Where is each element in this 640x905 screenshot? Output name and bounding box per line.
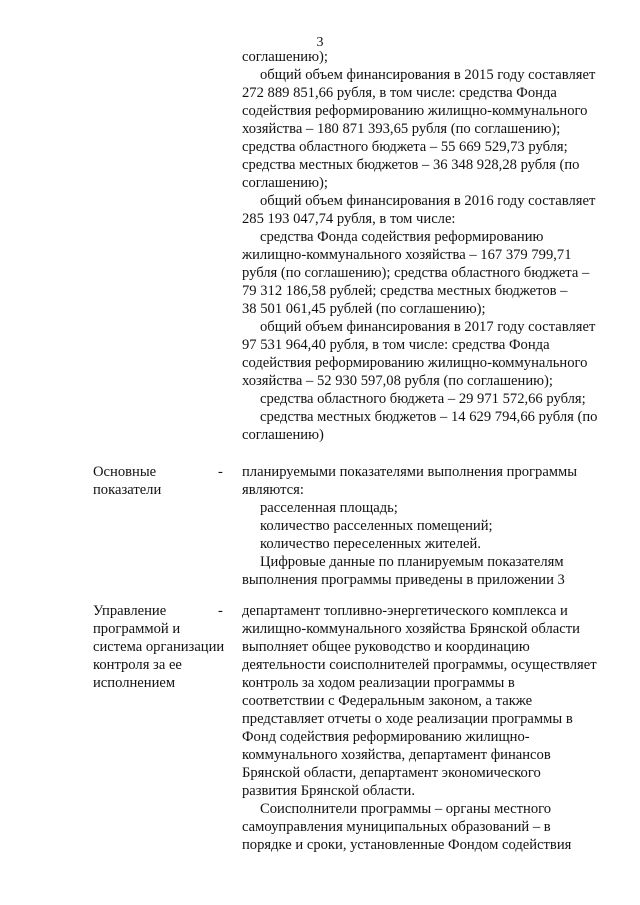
text-line: общий объем финансирования в 2016 году составляет: [260, 193, 596, 209]
text-line: представляет отчеты о ходе реализации программы в: [242, 711, 573, 727]
text-line: средства областного бюджета – 55 669 529,73 рубля;: [242, 139, 568, 155]
text-line: средства областного бюджета – 29 971 572,66 рубля;: [260, 391, 586, 407]
indicators-label: [93, 463, 161, 499]
management-label-line: программой и: [93, 621, 181, 637]
text-line: контроль за ходом реализации программы в: [242, 675, 515, 691]
text-line: средства местных бюджетов – 14 629 794,66 рубля (по: [260, 409, 598, 425]
text-line: рубля (по соглашению); средства областного бюджета –: [242, 265, 590, 281]
text-line: Брянской области, департамент экономического: [242, 765, 541, 781]
text-line: выполняет общее руководство и координацию: [242, 639, 530, 655]
text-line: деятельности соисполнителей программы, осуществляет: [242, 657, 597, 673]
text-line: соглашению);: [242, 49, 328, 65]
text-line: соглашению): [242, 427, 324, 443]
management-dash: -: [218, 603, 223, 619]
text-line: 285 193 047,74 рубля, в том числе:: [242, 211, 456, 227]
text-line: Фонд содействия реформированию жилищно-: [242, 729, 530, 745]
management-label-line: контроля за ее: [93, 657, 182, 673]
text-line: общий объем финансирования в 2017 году составляет: [260, 319, 596, 335]
management-label-line: Управление: [93, 603, 167, 619]
text-line: средства местных бюджетов – 36 348 928,28 рубля (по: [242, 157, 580, 173]
text-line: 97 531 964,40 рубля, в том числе: средства Фонда: [242, 337, 550, 353]
text-line: соглашению);: [242, 175, 328, 191]
text-line: 79 312 186,58 рублей; средства местных бюджетов –: [242, 283, 568, 299]
indicators-label-line: Основные: [93, 464, 157, 480]
text-line: хозяйства – 52 930 597,08 рубля (по соглашению);: [242, 373, 553, 389]
text-line: хозяйства – 180 871 393,65 рубля (по соглашению);: [242, 121, 561, 137]
text-line: Цифровые данные по планируемым показателям: [260, 554, 564, 570]
indicators-dash: -: [218, 464, 223, 480]
page-number: 3: [316, 35, 324, 50]
text-line: Соисполнители программы – органы местного: [260, 801, 552, 817]
text-line: жилищно-коммунального хозяйства Брянской области: [242, 621, 580, 637]
management-label-line: исполнением: [93, 675, 176, 691]
text-line: порядке и сроки, установленные Фондом содействия: [242, 837, 572, 853]
text-line: департамент топливно-энергетического комплекса и: [242, 603, 568, 619]
text-line: выполнения программы приведены в приложении 3: [242, 572, 565, 588]
text-line: количество переселенных жителей.: [260, 536, 481, 552]
text-line: развития Брянской области.: [242, 783, 416, 799]
text-line: расселенная площадь;: [260, 500, 398, 516]
text-line: 38 501 061,45 рублей (по соглашению);: [242, 301, 486, 317]
management-label-line: система организации: [93, 639, 225, 655]
text-line: коммунального хозяйства, департамент финансов: [242, 747, 551, 763]
text-line: жилищно-коммунального хозяйства – 167 379 799,71: [242, 247, 572, 263]
text-line: количество расселенных помещений;: [260, 518, 493, 534]
text-line: средства Фонда содействия реформированию: [260, 229, 544, 245]
text-line: содействия реформированию жилищно-коммунального: [242, 103, 588, 119]
text-line: являются:: [242, 482, 304, 498]
text-line: содействия реформированию жилищно-коммунального: [242, 355, 588, 371]
indicators-label-line: показатели: [93, 482, 162, 498]
text-line: общий объем финансирования в 2015 году составляет: [260, 67, 596, 83]
text-line: соответствии с Федеральным законом, а также: [242, 693, 533, 709]
text-line: самоуправления муниципальных образований – в: [242, 819, 551, 835]
text-line: 272 889 851,66 рубля, в том числе: средства Фонда: [242, 85, 557, 101]
management-label: [93, 602, 224, 692]
text-line: планируемыми показателями выполнения программы: [242, 464, 578, 480]
